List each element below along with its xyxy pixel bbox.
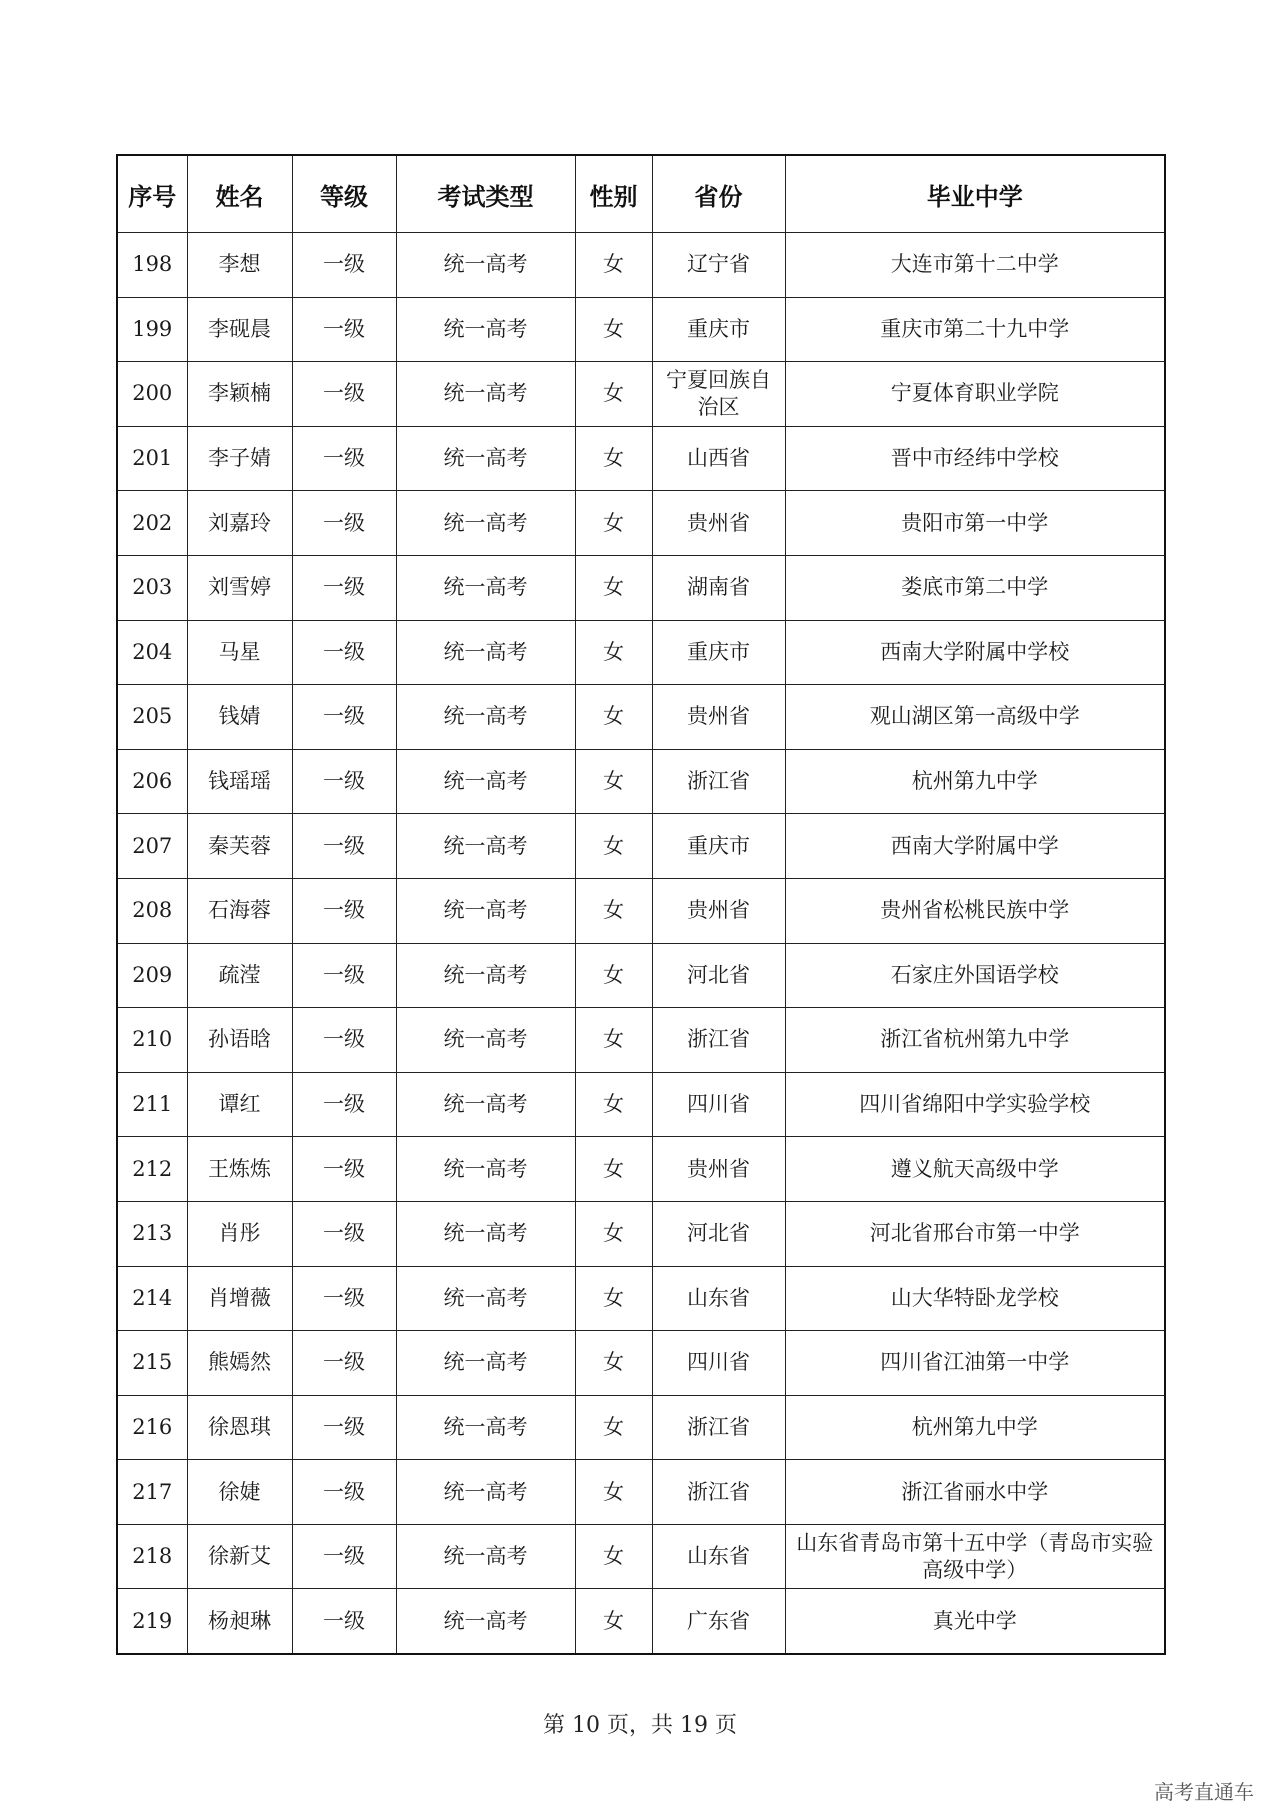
cell-level: 一级 <box>292 362 396 427</box>
cell-level: 一级 <box>292 943 396 1008</box>
cell-gender: 女 <box>575 1331 652 1396</box>
cell-exam-type: 统一高考 <box>396 233 575 298</box>
cell-level: 一级 <box>292 1201 396 1266</box>
cell-exam-type: 统一高考 <box>396 943 575 1008</box>
cell-exam-type: 统一高考 <box>396 1137 575 1202</box>
col-header-province: 省份 <box>652 155 785 233</box>
cell-level: 一级 <box>292 297 396 362</box>
cell-school: 重庆市第二十九中学 <box>785 297 1165 362</box>
table-row <box>117 1589 1165 1654</box>
col-header-level: 等级 <box>292 155 396 233</box>
cell-seq: 199 <box>117 297 187 362</box>
cell-level: 一级 <box>292 1524 396 1589</box>
cell-level: 一级 <box>292 620 396 685</box>
cell-gender: 女 <box>575 233 652 298</box>
table-row <box>117 1266 1165 1331</box>
cell-level: 一级 <box>292 1072 396 1137</box>
cell-seq: 200 <box>117 362 187 427</box>
col-header-name: 姓名 <box>187 155 292 233</box>
cell-province: 浙江省 <box>652 1008 785 1073</box>
cell-exam-type: 统一高考 <box>396 426 575 491</box>
cell-province: 辽宁省 <box>652 233 785 298</box>
cell-school: 浙江省杭州第九中学 <box>785 1008 1165 1073</box>
table-row <box>117 1331 1165 1396</box>
cell-exam-type: 统一高考 <box>396 1072 575 1137</box>
cell-school: 山东省青岛市第十五中学（青岛市实验高级中学） <box>785 1524 1165 1589</box>
cell-gender: 女 <box>575 1072 652 1137</box>
table-row <box>117 1008 1165 1073</box>
table-row <box>117 491 1165 556</box>
cell-exam-type: 统一高考 <box>396 491 575 556</box>
cell-level: 一级 <box>292 814 396 879</box>
roster-table <box>116 154 1166 1655</box>
cell-gender: 女 <box>575 1137 652 1202</box>
cell-province: 广东省 <box>652 1589 785 1654</box>
table-row <box>117 943 1165 1008</box>
table-row <box>117 749 1165 814</box>
cell-school: 大连市第十二中学 <box>785 233 1165 298</box>
cell-gender: 女 <box>575 685 652 750</box>
table-row <box>117 555 1165 620</box>
cell-school: 四川省江油第一中学 <box>785 1331 1165 1396</box>
cell-school: 观山湖区第一高级中学 <box>785 685 1165 750</box>
cell-name: 徐恩琪 <box>187 1395 292 1460</box>
col-header-seq: 序号 <box>117 155 187 233</box>
table-row <box>117 685 1165 750</box>
cell-name: 李想 <box>187 233 292 298</box>
cell-name: 李子婧 <box>187 426 292 491</box>
cell-seq: 207 <box>117 814 187 879</box>
cell-exam-type: 统一高考 <box>396 362 575 427</box>
cell-exam-type: 统一高考 <box>396 1266 575 1331</box>
cell-level: 一级 <box>292 1460 396 1525</box>
cell-name: 马星 <box>187 620 292 685</box>
cell-school: 山大华特卧龙学校 <box>785 1266 1165 1331</box>
cell-gender: 女 <box>575 1460 652 1525</box>
col-header-exam-type: 考试类型 <box>396 155 575 233</box>
table-row <box>117 362 1165 427</box>
cell-province: 四川省 <box>652 1331 785 1396</box>
cell-province: 贵州省 <box>652 491 785 556</box>
cell-gender: 女 <box>575 620 652 685</box>
table-row <box>117 1524 1165 1589</box>
cell-gender: 女 <box>575 1524 652 1589</box>
cell-exam-type: 统一高考 <box>396 297 575 362</box>
cell-gender: 女 <box>575 814 652 879</box>
cell-exam-type: 统一高考 <box>396 1201 575 1266</box>
cell-level: 一级 <box>292 1137 396 1202</box>
cell-school: 西南大学附属中学 <box>785 814 1165 879</box>
cell-exam-type: 统一高考 <box>396 620 575 685</box>
table-row <box>117 1460 1165 1525</box>
cell-province: 宁夏回族自治区 <box>652 362 785 427</box>
cell-gender: 女 <box>575 943 652 1008</box>
cell-seq: 209 <box>117 943 187 1008</box>
table-row <box>117 1201 1165 1266</box>
table-row <box>117 1395 1165 1460</box>
cell-province: 浙江省 <box>652 1395 785 1460</box>
cell-exam-type: 统一高考 <box>396 685 575 750</box>
cell-province: 山西省 <box>652 426 785 491</box>
cell-gender: 女 <box>575 491 652 556</box>
cell-seq: 201 <box>117 426 187 491</box>
cell-school: 贵阳市第一中学 <box>785 491 1165 556</box>
table-row <box>117 1072 1165 1137</box>
cell-seq: 212 <box>117 1137 187 1202</box>
cell-school: 河北省邢台市第一中学 <box>785 1201 1165 1266</box>
cell-name: 熊嫣然 <box>187 1331 292 1396</box>
cell-name: 肖彤 <box>187 1201 292 1266</box>
cell-gender: 女 <box>575 878 652 943</box>
cell-school: 贵州省松桃民族中学 <box>785 878 1165 943</box>
cell-name: 肖增薇 <box>187 1266 292 1331</box>
cell-seq: 210 <box>117 1008 187 1073</box>
cell-name: 疏滢 <box>187 943 292 1008</box>
cell-level: 一级 <box>292 1395 396 1460</box>
col-header-school: 毕业中学 <box>785 155 1165 233</box>
cell-school: 宁夏体育职业学院 <box>785 362 1165 427</box>
page-footer: 第 10 页，共 19 页 <box>543 1713 737 1738</box>
cell-name: 钱瑶瑶 <box>187 749 292 814</box>
watermark: 高考直通车 <box>1154 1780 1254 1804</box>
cell-level: 一级 <box>292 1266 396 1331</box>
cell-school: 晋中市经纬中学校 <box>785 426 1165 491</box>
cell-exam-type: 统一高考 <box>396 1331 575 1396</box>
cell-exam-type: 统一高考 <box>396 814 575 879</box>
cell-level: 一级 <box>292 555 396 620</box>
cell-school: 石家庄外国语学校 <box>785 943 1165 1008</box>
col-header-gender: 性别 <box>575 155 652 233</box>
cell-name: 刘嘉玲 <box>187 491 292 556</box>
roster-body <box>117 233 1165 1655</box>
cell-level: 一级 <box>292 749 396 814</box>
cell-province: 四川省 <box>652 1072 785 1137</box>
cell-province: 湖南省 <box>652 555 785 620</box>
cell-name: 钱婧 <box>187 685 292 750</box>
cell-school: 娄底市第二中学 <box>785 555 1165 620</box>
cell-name: 徐新艾 <box>187 1524 292 1589</box>
cell-gender: 女 <box>575 1589 652 1654</box>
cell-province: 山东省 <box>652 1524 785 1589</box>
cell-name: 李颖楠 <box>187 362 292 427</box>
cell-school: 真光中学 <box>785 1589 1165 1654</box>
cell-name: 刘雪婷 <box>187 555 292 620</box>
cell-seq: 217 <box>117 1460 187 1525</box>
cell-exam-type: 统一高考 <box>396 1589 575 1654</box>
cell-exam-type: 统一高考 <box>396 1524 575 1589</box>
cell-gender: 女 <box>575 1395 652 1460</box>
table-row <box>117 233 1165 298</box>
cell-province: 山东省 <box>652 1266 785 1331</box>
cell-province: 浙江省 <box>652 1460 785 1525</box>
cell-province: 贵州省 <box>652 685 785 750</box>
cell-seq: 219 <box>117 1589 187 1654</box>
cell-level: 一级 <box>292 426 396 491</box>
cell-seq: 206 <box>117 749 187 814</box>
cell-name: 徐婕 <box>187 1460 292 1525</box>
cell-province: 贵州省 <box>652 878 785 943</box>
cell-gender: 女 <box>575 1266 652 1331</box>
cell-seq: 213 <box>117 1201 187 1266</box>
cell-school: 四川省绵阳中学实验学校 <box>785 1072 1165 1137</box>
cell-gender: 女 <box>575 1008 652 1073</box>
cell-level: 一级 <box>292 491 396 556</box>
cell-name: 孙语晗 <box>187 1008 292 1073</box>
cell-name: 李砚晨 <box>187 297 292 362</box>
table-row <box>117 620 1165 685</box>
cell-seq: 214 <box>117 1266 187 1331</box>
cell-province: 贵州省 <box>652 1137 785 1202</box>
cell-school: 西南大学附属中学校 <box>785 620 1165 685</box>
cell-gender: 女 <box>575 749 652 814</box>
cell-name: 王炼炼 <box>187 1137 292 1202</box>
cell-seq: 205 <box>117 685 187 750</box>
cell-school: 浙江省丽水中学 <box>785 1460 1165 1525</box>
cell-exam-type: 统一高考 <box>396 1395 575 1460</box>
cell-school: 遵义航天高级中学 <box>785 1137 1165 1202</box>
cell-exam-type: 统一高考 <box>396 1460 575 1525</box>
cell-name: 石海蓉 <box>187 878 292 943</box>
cell-province: 河北省 <box>652 1201 785 1266</box>
cell-seq: 211 <box>117 1072 187 1137</box>
cell-seq: 204 <box>117 620 187 685</box>
cell-name: 秦芙蓉 <box>187 814 292 879</box>
table-row <box>117 814 1165 879</box>
cell-seq: 202 <box>117 491 187 556</box>
cell-level: 一级 <box>292 1589 396 1654</box>
cell-gender: 女 <box>575 426 652 491</box>
cell-seq: 218 <box>117 1524 187 1589</box>
cell-province: 重庆市 <box>652 620 785 685</box>
table-row <box>117 297 1165 362</box>
cell-seq: 208 <box>117 878 187 943</box>
cell-exam-type: 统一高考 <box>396 1008 575 1073</box>
cell-level: 一级 <box>292 878 396 943</box>
cell-gender: 女 <box>575 1201 652 1266</box>
cell-level: 一级 <box>292 685 396 750</box>
cell-name: 杨昶琳 <box>187 1589 292 1654</box>
cell-gender: 女 <box>575 362 652 427</box>
cell-level: 一级 <box>292 233 396 298</box>
cell-province: 河北省 <box>652 943 785 1008</box>
cell-seq: 203 <box>117 555 187 620</box>
cell-province: 浙江省 <box>652 749 785 814</box>
cell-name: 谭红 <box>187 1072 292 1137</box>
cell-exam-type: 统一高考 <box>396 555 575 620</box>
cell-exam-type: 统一高考 <box>396 878 575 943</box>
cell-exam-type: 统一高考 <box>396 749 575 814</box>
cell-gender: 女 <box>575 297 652 362</box>
cell-level: 一级 <box>292 1331 396 1396</box>
cell-province: 重庆市 <box>652 814 785 879</box>
cell-seq: 216 <box>117 1395 187 1460</box>
table-row <box>117 1137 1165 1202</box>
cell-gender: 女 <box>575 555 652 620</box>
table-row <box>117 878 1165 943</box>
cell-seq: 215 <box>117 1331 187 1396</box>
header-row <box>117 155 1165 233</box>
cell-province: 重庆市 <box>652 297 785 362</box>
cell-level: 一级 <box>292 1008 396 1073</box>
cell-school: 杭州第九中学 <box>785 749 1165 814</box>
cell-seq: 198 <box>117 233 187 298</box>
cell-school: 杭州第九中学 <box>785 1395 1165 1460</box>
table-row <box>117 426 1165 491</box>
